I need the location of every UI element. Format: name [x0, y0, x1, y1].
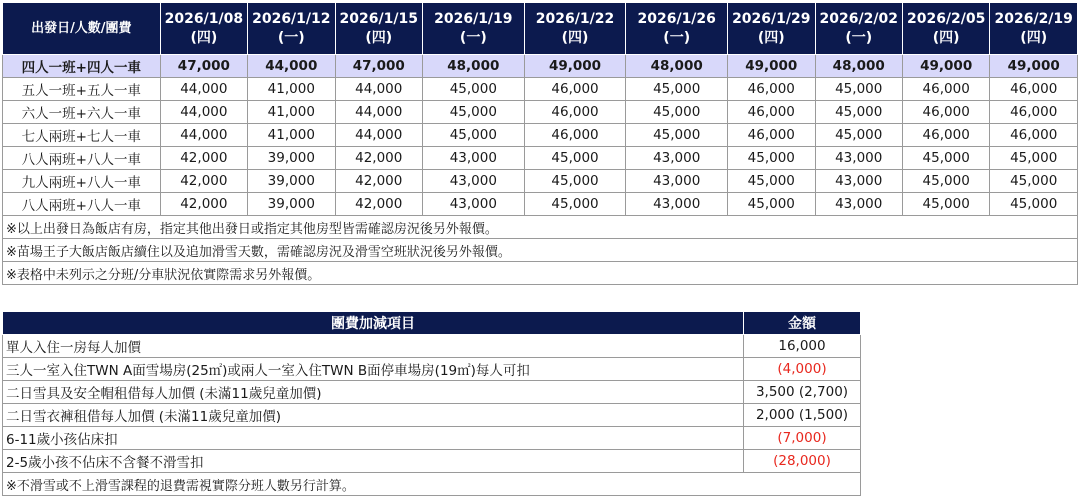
date-text: 2026/1/12: [252, 10, 331, 27]
price-cell: 44,000: [335, 101, 422, 124]
price-table-header: [3, 3, 1078, 55]
price-cell: 42,000: [335, 193, 422, 216]
group-size-label: 九人兩班+八人一車: [3, 170, 161, 193]
price-cell: 45,000: [422, 101, 524, 124]
note-row: [3, 262, 1078, 285]
price-cell: 42,000: [335, 170, 422, 193]
price-cell: 45,000: [728, 147, 815, 170]
price-cell: 43,000: [626, 147, 728, 170]
date-header-cell: [626, 3, 728, 55]
price-cell: 43,000: [626, 170, 728, 193]
price-cell: 45,000: [422, 124, 524, 147]
weekday-text: (一): [663, 29, 691, 46]
group-size-label: 五人一班+五人一車: [3, 78, 161, 101]
date-header-cell: [422, 3, 524, 55]
price-cell: 41,000: [248, 124, 335, 147]
date-header-cell: [815, 3, 902, 55]
price-cell: 43,000: [815, 170, 902, 193]
date-header-cell: [524, 3, 626, 55]
date-text: 2026/1/15: [339, 10, 418, 27]
date-text: 2026/1/19: [434, 10, 513, 27]
price-cell: 45,000: [902, 193, 989, 216]
group-size-label: 四人一班+四人一車: [3, 55, 161, 78]
price-cell: 46,000: [990, 124, 1078, 147]
price-cell: 45,000: [728, 170, 815, 193]
price-cell: 45,000: [815, 78, 902, 101]
price-cell: 47,000: [160, 55, 247, 78]
price-cell: 46,000: [728, 101, 815, 124]
price-cell: 46,000: [524, 124, 626, 147]
date-header-cell: [248, 3, 335, 55]
adjustment-item: 6-11歲小孩佔床扣: [3, 427, 744, 450]
price-row: [3, 147, 1078, 170]
price-cell: 43,000: [422, 193, 524, 216]
price-cell: 41,000: [248, 101, 335, 124]
date-header-cell: [902, 3, 989, 55]
adjustment-item: 三人一室入住TWN A面雪場房(25㎡)或兩人一室入住TWN B面停車場房(19㎡)每人可扣: [3, 358, 744, 381]
price-cell: 46,000: [728, 78, 815, 101]
price-cell: 45,000: [626, 78, 728, 101]
price-cell: 45,000: [902, 147, 989, 170]
price-cell: 46,000: [728, 124, 815, 147]
price-row: [3, 193, 1078, 216]
group-size-label: 七人兩班+七人一車: [3, 124, 161, 147]
price-cell: 43,000: [422, 147, 524, 170]
date-header-cell: [990, 3, 1078, 55]
price-cell: 45,000: [524, 193, 626, 216]
adjustment-amount: 3,500 (2,700): [744, 381, 861, 404]
price-cell: 45,000: [626, 124, 728, 147]
price-row: [3, 101, 1078, 124]
price-cell: 45,000: [524, 170, 626, 193]
price-row: [3, 170, 1078, 193]
price-cell: 45,000: [990, 193, 1078, 216]
price-cell: 46,000: [524, 101, 626, 124]
date-header-cell: [160, 3, 247, 55]
price-cell: 42,000: [160, 193, 247, 216]
price-cell: 41,000: [248, 78, 335, 101]
price-row: [3, 55, 1078, 78]
price-cell: 45,000: [815, 101, 902, 124]
adjustment-row: [3, 450, 861, 473]
adjustment-amount: (4,000): [744, 358, 861, 381]
price-cell: 45,000: [990, 170, 1078, 193]
weekday-text: (一): [845, 29, 873, 46]
price-cell: 43,000: [626, 193, 728, 216]
adjustment-amount: 16,000: [744, 335, 861, 358]
adjustment-amount: 2,000 (1,500): [744, 404, 861, 427]
note-row: [3, 216, 1078, 239]
date-header-cell: [335, 3, 422, 55]
price-cell: 43,000: [422, 170, 524, 193]
adjustment-row: [3, 335, 861, 358]
group-size-label: 六人一班+六人一車: [3, 101, 161, 124]
date-text: 2026/1/22: [535, 10, 615, 27]
price-cell: 45,000: [815, 124, 902, 147]
date-text: 2026/2/02: [819, 10, 898, 27]
price-cell: 42,000: [160, 170, 247, 193]
price-cell: 48,000: [422, 55, 524, 78]
price-cell: 47,000: [335, 55, 422, 78]
price-note: ※表格中未列示之分班/分車狀況依實際需求另外報價。: [3, 262, 1078, 285]
price-cell: 45,000: [524, 147, 626, 170]
price-cell: 43,000: [815, 193, 902, 216]
price-cell: 39,000: [248, 170, 335, 193]
adjustment-table: [2, 311, 861, 496]
price-cell: 45,000: [990, 147, 1078, 170]
price-cell: 49,000: [728, 55, 815, 78]
adjustment-row: [3, 427, 861, 450]
price-cell: 46,000: [990, 78, 1078, 101]
price-cell: 46,000: [902, 124, 989, 147]
price-cell: 46,000: [990, 101, 1078, 124]
price-cell: 45,000: [902, 170, 989, 193]
weekday-text: (一): [277, 29, 305, 46]
weekday-text: (一): [459, 29, 487, 46]
price-cell: 44,000: [160, 124, 247, 147]
price-cell: 42,000: [160, 147, 247, 170]
adjustment-header-row: [3, 312, 861, 335]
weekday-text: (四): [1020, 29, 1048, 46]
weekday-text: (四): [561, 29, 589, 46]
price-cell: 46,000: [524, 78, 626, 101]
adjustment-item: 2-5歲小孩不佔床不含餐不滑雪扣: [3, 450, 744, 473]
price-table-body: [3, 55, 1078, 285]
price-table: [2, 2, 1078, 285]
price-cell: 44,000: [335, 78, 422, 101]
price-row: [3, 78, 1078, 101]
adjustment-amount-header: 金額: [744, 312, 861, 335]
price-cell: 46,000: [902, 78, 989, 101]
price-note: ※苗場王子大飯店飯店續住以及追加滑雪天數，需確認房況及滑雪空班狀況後另外報價。: [3, 239, 1078, 262]
adjustment-note: ※不滑雪或不上滑雪課程的退費需視實際分班人數另行計算。: [3, 473, 861, 496]
adjustment-row: [3, 358, 861, 381]
price-cell: 49,000: [524, 55, 626, 78]
adjustment-amount: (28,000): [744, 450, 861, 473]
adjustment-amount: (7,000): [744, 427, 861, 450]
price-cell: 48,000: [815, 55, 902, 78]
header-label-cell: 出發日/人數/團費: [3, 3, 161, 55]
adjustment-row: [3, 404, 861, 427]
price-cell: 49,000: [902, 55, 989, 78]
group-size-label: 八人兩班+八人一車: [3, 193, 161, 216]
date-text: 2026/1/29: [732, 10, 811, 27]
price-cell: 42,000: [335, 147, 422, 170]
price-cell: 49,000: [990, 55, 1078, 78]
price-cell: 48,000: [626, 55, 728, 78]
price-cell: 46,000: [902, 101, 989, 124]
price-header-row: [3, 3, 1078, 55]
price-cell: 44,000: [160, 101, 247, 124]
price-cell: 45,000: [728, 193, 815, 216]
adjustment-table-header: [3, 312, 861, 335]
adjustment-item-header: 團費加減項目: [3, 312, 744, 335]
price-cell: 45,000: [626, 101, 728, 124]
adjustment-table-body: [3, 335, 861, 496]
date-text: 2026/2/05: [906, 10, 986, 27]
adjustment-item: 二日雪衣褲租借每人加價 (未滿11歲兒童加價): [3, 404, 744, 427]
adjustment-item: 單人入住一房每人加價: [3, 335, 744, 358]
date-text: 2026/1/08: [164, 10, 244, 27]
weekday-text: (四): [932, 29, 960, 46]
weekday-text: (四): [757, 29, 785, 46]
price-cell: 39,000: [248, 193, 335, 216]
price-cell: 39,000: [248, 147, 335, 170]
price-note: ※以上出發日為飯店有房，指定其他出發日或指定其他房型皆需確認房況後另外報價。: [3, 216, 1078, 239]
adjustment-item: 二日雪具及安全帽租借每人加價 (未滿11歲兒童加價): [3, 381, 744, 404]
date-text: 2026/2/19: [994, 10, 1073, 27]
price-cell: 45,000: [422, 78, 524, 101]
price-cell: 44,000: [160, 78, 247, 101]
price-cell: 44,000: [335, 124, 422, 147]
group-size-label: 八人兩班+八人一車: [3, 147, 161, 170]
date-header-cell: [728, 3, 815, 55]
price-cell: 43,000: [815, 147, 902, 170]
weekday-text: (四): [190, 29, 218, 46]
note-row: [3, 239, 1078, 262]
price-cell: 44,000: [248, 55, 335, 78]
weekday-text: (四): [365, 29, 393, 46]
date-text: 2026/1/26: [637, 10, 716, 27]
price-row: [3, 124, 1078, 147]
adjustment-row: [3, 381, 861, 404]
adjustment-note-row: [3, 473, 861, 496]
